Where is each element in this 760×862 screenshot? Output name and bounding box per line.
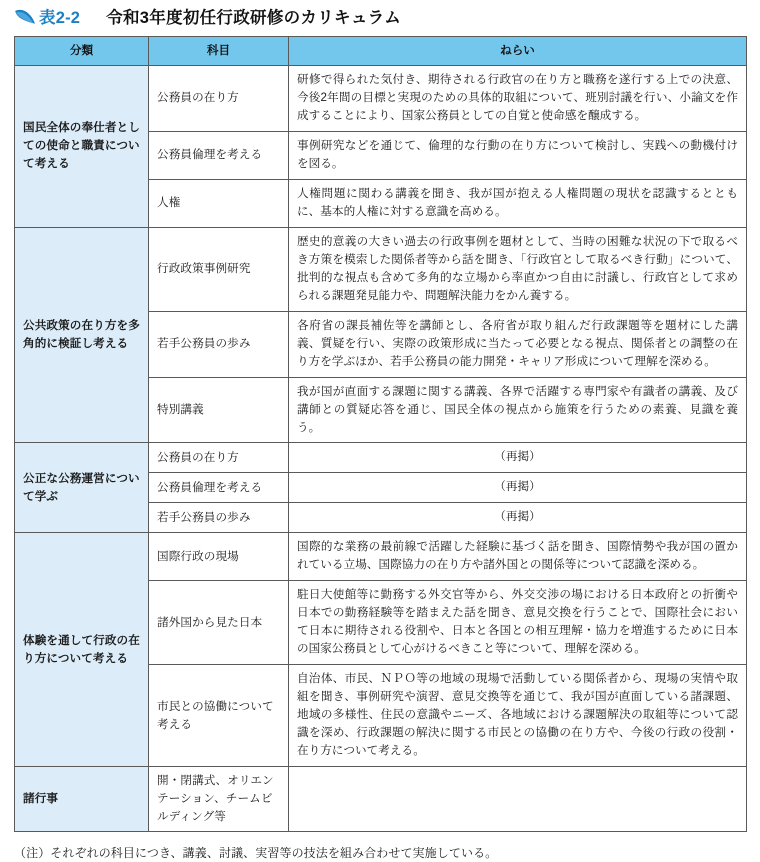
aim-cell: 研修で得られた気付き、期待される行政官の在り方と職務を遂行する上での決意、今後2年間の目標と実現のための具体的取組について、班別討議を行い、小論文を作成することにより、国家公務員としての自覚と使命感を醸成する。 <box>289 66 747 132</box>
table-row <box>15 227 747 311</box>
curriculum-table <box>14 36 747 832</box>
category-cell: 諸行事 <box>15 767 149 832</box>
subject-cell: 諸外国から見た日本 <box>149 581 289 665</box>
aim-cell: 駐日大使館等に勤務する外交官等から、外交交渉の場における日本政府との折衝や日本での勤務経験等を踏まえた話を聞き、意見交換を行うことで、国際社会において日本に期待される役割や、日本と各国との相互理解・協力を増進するために日本の国家公務員として心がけるべきこと等について、理解を深める。 <box>289 581 747 665</box>
subject-cell: 公務員の在り方 <box>149 443 289 473</box>
page-title: 令和3年度初任行政研修のカリキュラム <box>106 9 402 27</box>
subject-cell: 市民との協働について考える <box>149 665 289 767</box>
aim-cell: 歴史的意義の大きい過去の行政事例を題材として、当時の困難な状況の下で取るべき方策を模索した関係者等から話を聞き、「行政官として取るべき行動」について、批判的な視点も含めて多角的な立場から率直かつ自由に討議し、行政官として求められる課題発見能力や、問題解決能力をかん養する。 <box>289 227 747 311</box>
category-cell: 公共政策の在り方を多角的に検証し考える <box>15 227 149 443</box>
aim-cell: 国際的な業務の最前線で活躍した経験に基づく話を聞き、国際情勢や我が国の置かれている立場、国際協力の在り方や諸外国との関係等について認識を深める。 <box>289 533 747 581</box>
aim-cell: 事例研究などを通じて、倫理的な行動の在り方について検討し、実践への動機付けを図る。 <box>289 131 747 179</box>
subject-cell: 公務員倫理を考える <box>149 473 289 503</box>
table-row <box>15 66 747 132</box>
subject-cell: 開・閉講式、オリエンテーション、チームビルディング等 <box>149 767 289 832</box>
subject-cell: 公務員の在り方 <box>149 66 289 132</box>
table-footnote: （注）それぞれの科目につき、講義、討議、実習等の技法を組み合わせて実施している。 <box>14 845 498 860</box>
subject-cell: 若手公務員の歩み <box>149 503 289 533</box>
aim-cell: 自治体、市民、ＮＰＯ等の地域の現場で活動している関係者から、現場の実情や取組を聞き、事例研究や演習、意見交換等を通じて、我が国が直面している諸課題、地域の多様性、住民の意識やニーズ、各地域における課題解決の取組等について認識を深め、行政課題の解決に関する市民との協働の在り方や、今後の行政の役割・在り方について考える。 <box>289 665 747 767</box>
swoosh-icon <box>14 8 36 25</box>
table-row <box>15 443 747 473</box>
category-cell: 公正な公務運営について学ぶ <box>15 443 149 533</box>
aim-cell: （再掲） <box>289 473 747 503</box>
aim-cell: 各府省の課長補佐等を講師とし、各府省が取り組んだ行政課題等を題材にした講義、質疑を行い、実際の政策形成に当たって必要となる視点、関係者との調整の在り方を学ぶほか、若手公務員の能力開発・キャリア形成について理解を深める。 <box>289 311 747 377</box>
subject-cell: 若手公務員の歩み <box>149 311 289 377</box>
subject-cell: 行政政策事例研究 <box>149 227 289 311</box>
table-row <box>15 767 747 832</box>
category-cell: 体験を通して行政の在り方について考える <box>15 533 149 767</box>
table-number: 表2-2 <box>39 9 81 27</box>
table-title-bar <box>14 0 746 30</box>
aim-cell <box>289 767 747 832</box>
category-cell: 国民全体の奉仕者としての使命と職責について考える <box>15 66 149 228</box>
table-body <box>15 66 747 832</box>
table-header-row <box>15 37 747 66</box>
subject-cell: 公務員倫理を考える <box>149 131 289 179</box>
aim-cell: （再掲） <box>289 443 747 473</box>
column-header-subject: 科目 <box>149 37 289 66</box>
table-head <box>15 37 747 66</box>
aim-cell: 人権問題に関わる講義を聞き、我が国が抱える人権問題の現状を認識するとともに、基本的人権に対する意識を高める。 <box>289 179 747 227</box>
table-row <box>15 533 747 581</box>
subject-cell: 人権 <box>149 179 289 227</box>
aim-cell: （再掲） <box>289 503 747 533</box>
subject-cell: 特別講義 <box>149 377 289 443</box>
aim-cell: 我が国が直面する課題に関する講義、各界で活躍する専門家や有識者の講義、及び講師との質疑応答を通じ、国民全体の視点から施策を行うための素養、見識を養う。 <box>289 377 747 443</box>
column-header-aim: ねらい <box>289 37 747 66</box>
subject-cell: 国際行政の現場 <box>149 533 289 581</box>
column-header-category: 分類 <box>15 37 149 66</box>
